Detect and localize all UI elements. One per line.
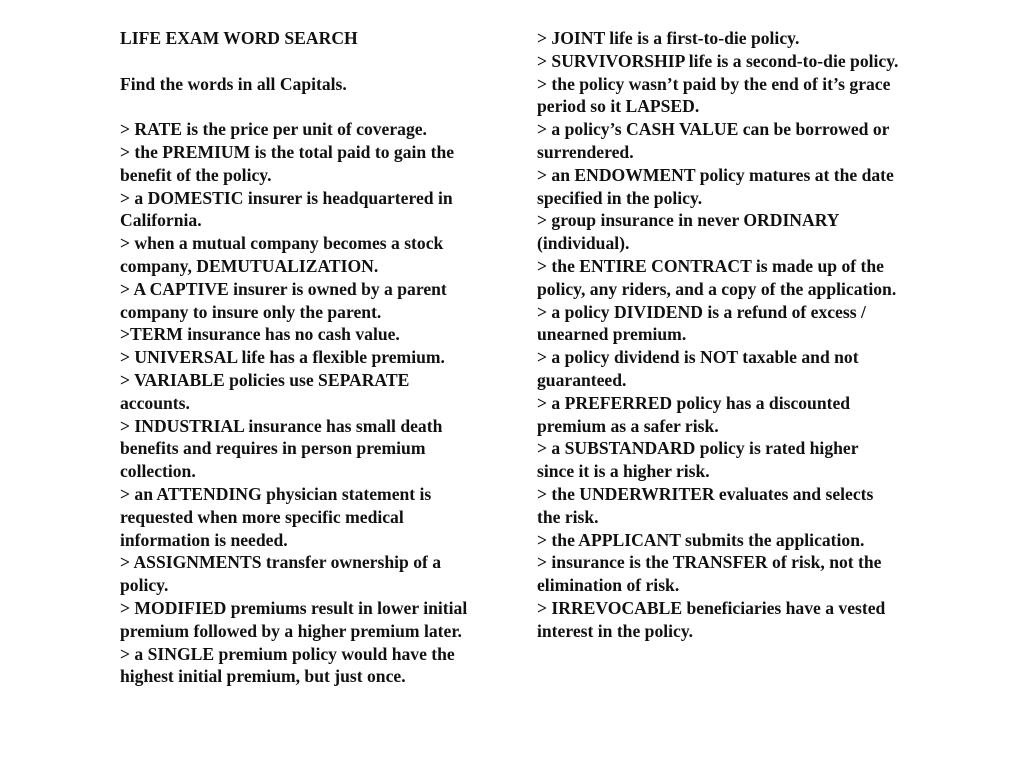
clue-item: >TERM insurance has no cash value. [120,324,400,345]
clue-item: > IRREVOCABLE beneficiaries have a vested interest in the policy. [537,597,886,641]
clue-item: > insurance is the TRANSFER of risk, not the elimination of risk. [537,552,882,596]
clue-item: > a policy’s CASH VALUE can be borrowed or surrendered. [537,119,890,162]
clue-item: > INDUSTRIAL insurance has small death benefits and requires in person premium collection. [120,415,443,482]
clue-item: > UNIVERSAL life has a flexible premium. [120,347,445,368]
clue-item: > a SUBSTANDARD policy is rated higher since it is a higher risk. [537,438,859,482]
clue-item: > group insurance in never ORDINARY (individual). [537,210,839,254]
clue-item: > a DOMESTIC insurer is headquartered in California. [120,187,453,231]
clue-item: > VARIABLE policies use SEPARATE accounts. [120,369,410,413]
clue-item: > the policy wasn’t paid by the end of it’s grace period so it LAPSED. [537,73,891,117]
clue-item: > the ENTIRE CONTRACT is made up of the policy, any riders, and a copy of the application. [537,255,897,299]
clue-item: > a SINGLE premium policy would have the highest initial premium, but just once. [120,643,455,687]
clue-item: > ASSIGNMENTS transfer ownership of a policy. [120,552,442,596]
clue-item: > A CAPTIVE insurer is owned by a parent company to insure only the parent. [120,278,447,322]
page-title: LIFE EXAM WORD SEARCH [120,28,358,48]
instructions-text: Find the words in all Capitals. [120,73,347,94]
clue-item: > a policy dividend is NOT taxable and not guaranteed. [537,347,859,390]
clue-item: > the APPLICANT submits the application. [537,529,865,550]
clue-item: > RATE is the price per unit of coverage. [120,119,427,140]
clue-item: > an ENDOWMENT policy matures at the date specified in the policy. [537,164,894,208]
clue-item: > a policy DIVIDEND is a refund of excess / unearned premium. [537,301,866,345]
clue-item: > JOINT life is a first-to-die policy. [537,28,800,48]
clue-item: > SURVIVORSHIP life is a second-to-die policy. [537,50,899,71]
left-column [120,27,482,688]
clue-item: > a PREFERRED policy has a discounted premium as a safer risk. [537,392,851,436]
clue-item: > an ATTENDING physician statement is requested when more specific medical information is needed. [120,483,432,550]
clue-item: > the PREMIUM is the total paid to gain the benefit of the policy. [120,141,455,185]
right-column [537,27,899,643]
clue-item: > when a mutual company becomes a stock company, DEMUTUALIZATION. [120,233,444,276]
clue-item: > MODIFIED premiums result in lower initial premium followed by a higher premium later. [120,597,468,641]
clue-item: > the UNDERWRITER evaluates and selects the risk. [537,483,874,527]
